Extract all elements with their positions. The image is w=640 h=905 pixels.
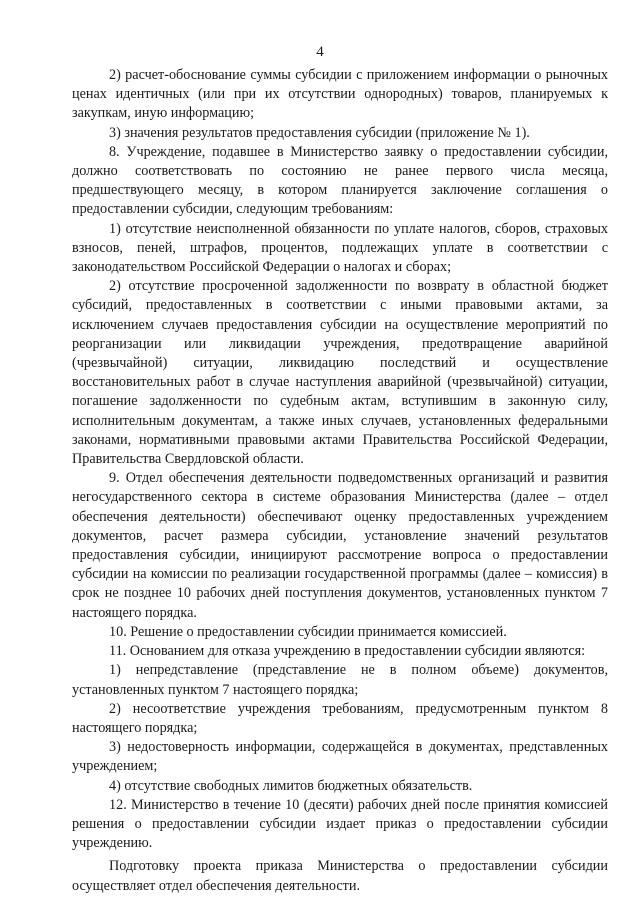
paragraph-item-2-calculation: 2) расчет-обоснование суммы субсидии с приложением информации о рыночных ценах идентичных (или при их отсутствии однородных) товаров, планируемых к закупкам, иную информацию;	[72, 67, 608, 122]
paragraph-refusal-2-mismatch: 2) несоответствие учреждения требованиям, предусмотренным пунктом 8 настоящего порядка;	[72, 700, 608, 736]
paragraph-requirement-1-taxes: 1) отсутствие неисполненной обязанности по уплате налогов, сборов, страховых взносов, пеней, штрафов, процентов, подлежащих уплате в соответствии с законодательством Российской Федерации о налогах и сборах;	[72, 220, 608, 276]
paragraph-refusal-3-unreliable: 3) недостоверность информации, содержащейся в документах, представленных учреждением;	[72, 739, 608, 775]
paragraph-item-3-results: 3) значения результатов предоставления субсидии (приложение № 1).	[109, 124, 530, 141]
paragraph-12-order: 12. Министерство в течение 10 (десяти) рабочих дней после принятия комиссией решения о предоставлении субсидии издает приказ о предоставлении субсидии учреждению.	[72, 796, 608, 852]
paragraph-11-refusal-grounds: 11. Основанием для отказа учреждению в предоставлении субсидии являются:	[109, 643, 586, 660]
document-body	[72, 66, 608, 896]
paragraph-order-preparation: Подготовку проекта приказа Министерства о предоставлении субсидии осуществляет отдел обеспечения деятельности.	[72, 858, 608, 894]
paragraph-10-decision: 10. Решение о предоставлении субсидии принимается комиссией.	[109, 623, 507, 640]
paragraph-requirement-2-debt: 2) отсутствие просроченной задолженности по возврату в областной бюджет субсидий, предоставленных в соответствии с иными правовыми актами, за исключением случаев предоставления субсидии на осуществление мероприятий по реорганизации или ликвидации учреждения, предотвращение аварийной (чрезвычайной) ситуации, ликвидацию последствий и осуществление восстановительных работ в случае наступления аварийной (чрезвычайной) ситуации, погашение задолженности по судебным актам, вступившим в законную силу, исполнительным документам, а также иных случаев, установленных федеральными законами, нормативными правовыми актами Правительства Российской Федерации, Правительства Свердловской области.	[72, 278, 608, 468]
paragraph-8-requirements: 8. Учреждение, подавшее в Министерство заявку о предоставлении субсидии, должно соответствовать по состоянию не ранее первого числа месяца, предшествующего месяцу, в котором планируется заключение соглашения о предоставлении субсидии, следующим требованиям:	[72, 143, 608, 218]
paragraph-refusal-4-limits: 4) отсутствие свободных лимитов бюджетных обязательств.	[109, 777, 473, 794]
paragraph-9-department: 9. Отдел обеспечения деятельности подведомственных организаций и развития негосударственного сектора в системе образования Министерства (далее – отдел обеспечения деятельности) обеспечивают оценку предоставленных учреждением документов, расчет размера субсидии, установление значений результатов предоставления субсидии, инициируют рассмотрение вопроса о предоставлении субсидии на комиссии по реализации государственной программы (далее – комиссия) в срок не позднее 10 рабочих дней поступления документов, установленных пунктом 7 настоящего порядка.	[72, 470, 608, 621]
page-number: 4	[316, 44, 324, 60]
paragraph-refusal-1-documents: 1) непредставление (представление не в полном объеме) документов, установленных пунктом 7 настоящего порядка;	[72, 662, 608, 698]
